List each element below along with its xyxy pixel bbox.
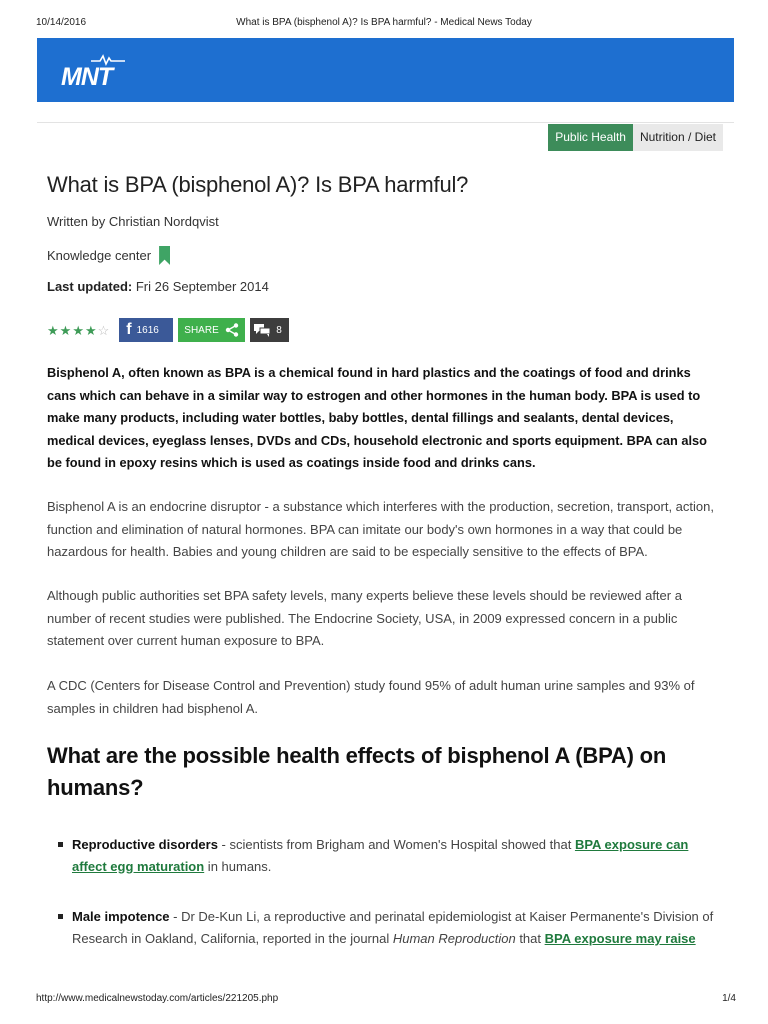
facebook-icon: f bbox=[126, 321, 132, 338]
section-heading: What are the possible health effects of bisphenol A (BPA) on humans? bbox=[47, 743, 667, 800]
print-header bbox=[0, 17, 768, 31]
star-icon[interactable]: ★ bbox=[59, 322, 72, 338]
journal-name: Human Reproduction bbox=[392, 931, 516, 946]
article-title: What is BPA (bisphenol A)? Is BPA harmful? bbox=[47, 172, 469, 197]
last-updated bbox=[47, 279, 269, 294]
bullet-text: that bbox=[515, 931, 545, 946]
article-intro: Bisphenol A, often known as BPA is a chemical found in hard plastics and the coatings of food and drinks cans which can behave in a similar way to estrogen and other hormones in the human body. BPA is used to make many products, including water bottles, baby bottles, dental fillings and sealants, dental devices, medical devices, eyeglass lenses, DVDs and CDs, household electronic and sports equipment. BPA can also be found in epoxy resins which is used as coatings inside food and drinks cans. bbox=[47, 365, 707, 470]
social-bar bbox=[47, 318, 289, 342]
knowledge-center-label: Knowledge center bbox=[47, 248, 152, 263]
comments-button[interactable] bbox=[250, 318, 289, 342]
bullet-term: Reproductive disorders bbox=[72, 837, 218, 852]
article-paragraph: Bisphenol A is an endocrine disruptor - a substance which interferes with the production, secretion, transport, action, function and elimination of natural hormones. BPA can imitate our body's own hormones in a way that could be hazardous for health. Babies and young children are said to be especially sensitive to the effects of BPA. bbox=[47, 499, 714, 559]
print-page-title: What is BPA (bisphenol A)? Is BPA harmful? - Medical News Today bbox=[236, 17, 532, 28]
print-footer bbox=[0, 993, 768, 1007]
tag-nutrition-diet[interactable]: Nutrition / Diet bbox=[633, 124, 723, 151]
star-icon[interactable]: ★ bbox=[72, 322, 84, 338]
print-page-number: 1/4 bbox=[722, 993, 736, 1004]
bullet-text: - scientists from Brigham and Women's Hospital showed that bbox=[217, 837, 575, 852]
star-rating[interactable] bbox=[47, 324, 110, 337]
article-paragraph: Although public authorities set BPA safety levels, many experts believe these levels should be reviewed after a number of recent studies were published. The Endocrine Society, USA, in 2009 expressed concern in a public statement over current human exposure to BPA. bbox=[47, 588, 682, 648]
share-icon bbox=[225, 323, 239, 337]
logo-text: MNT bbox=[61, 63, 113, 91]
list-item bbox=[58, 906, 726, 950]
comment-count: 8 bbox=[276, 324, 282, 336]
site-banner bbox=[37, 38, 734, 102]
article-link[interactable]: BPA exposure may raise bbox=[544, 931, 696, 946]
byline: Written by Christian Nordqvist bbox=[47, 214, 219, 229]
list-item bbox=[58, 834, 726, 878]
facebook-count: 1616 bbox=[136, 324, 159, 336]
bookmark-icon[interactable] bbox=[159, 246, 170, 265]
article-paragraph: A CDC (Centers for Disease Control and Prevention) study found 95% of adult human urine samples and 93% of samples in children had bisphenol A. bbox=[47, 678, 695, 716]
category-tags bbox=[548, 124, 723, 151]
knowledge-center bbox=[47, 246, 170, 265]
comments-icon bbox=[254, 324, 270, 337]
header-divider bbox=[37, 122, 734, 123]
last-updated-label: Last updated: bbox=[47, 279, 133, 294]
bullet-text: - Dr De-Kun Li, a reproductive and perinatal epidemiologist at Kaiser Permanente's Division of Research in Oakland, California, reported in the journal bbox=[72, 909, 714, 946]
star-icon[interactable]: ★ bbox=[84, 322, 97, 338]
health-effects-list bbox=[58, 834, 726, 978]
article-link[interactable]: BPA exposure can affect egg maturation bbox=[72, 837, 689, 874]
print-url: http://www.medicalnewstoday.com/articles/221205.php bbox=[36, 993, 279, 1004]
star-icon[interactable]: ★ bbox=[47, 322, 59, 338]
mnt-logo[interactable] bbox=[61, 56, 131, 90]
facebook-share-button[interactable] bbox=[119, 318, 173, 342]
share-label: SHARE bbox=[184, 324, 219, 336]
bullet-text: in humans. bbox=[204, 859, 272, 874]
print-date: 10/14/2016 bbox=[36, 17, 87, 28]
last-updated-value: Fri 26 September 2014 bbox=[135, 279, 269, 294]
tag-public-health[interactable]: Public Health bbox=[548, 124, 633, 151]
star-empty-icon[interactable]: ☆ bbox=[97, 322, 110, 338]
share-button[interactable] bbox=[178, 318, 245, 342]
bullet-term: Male impotence bbox=[72, 909, 170, 924]
